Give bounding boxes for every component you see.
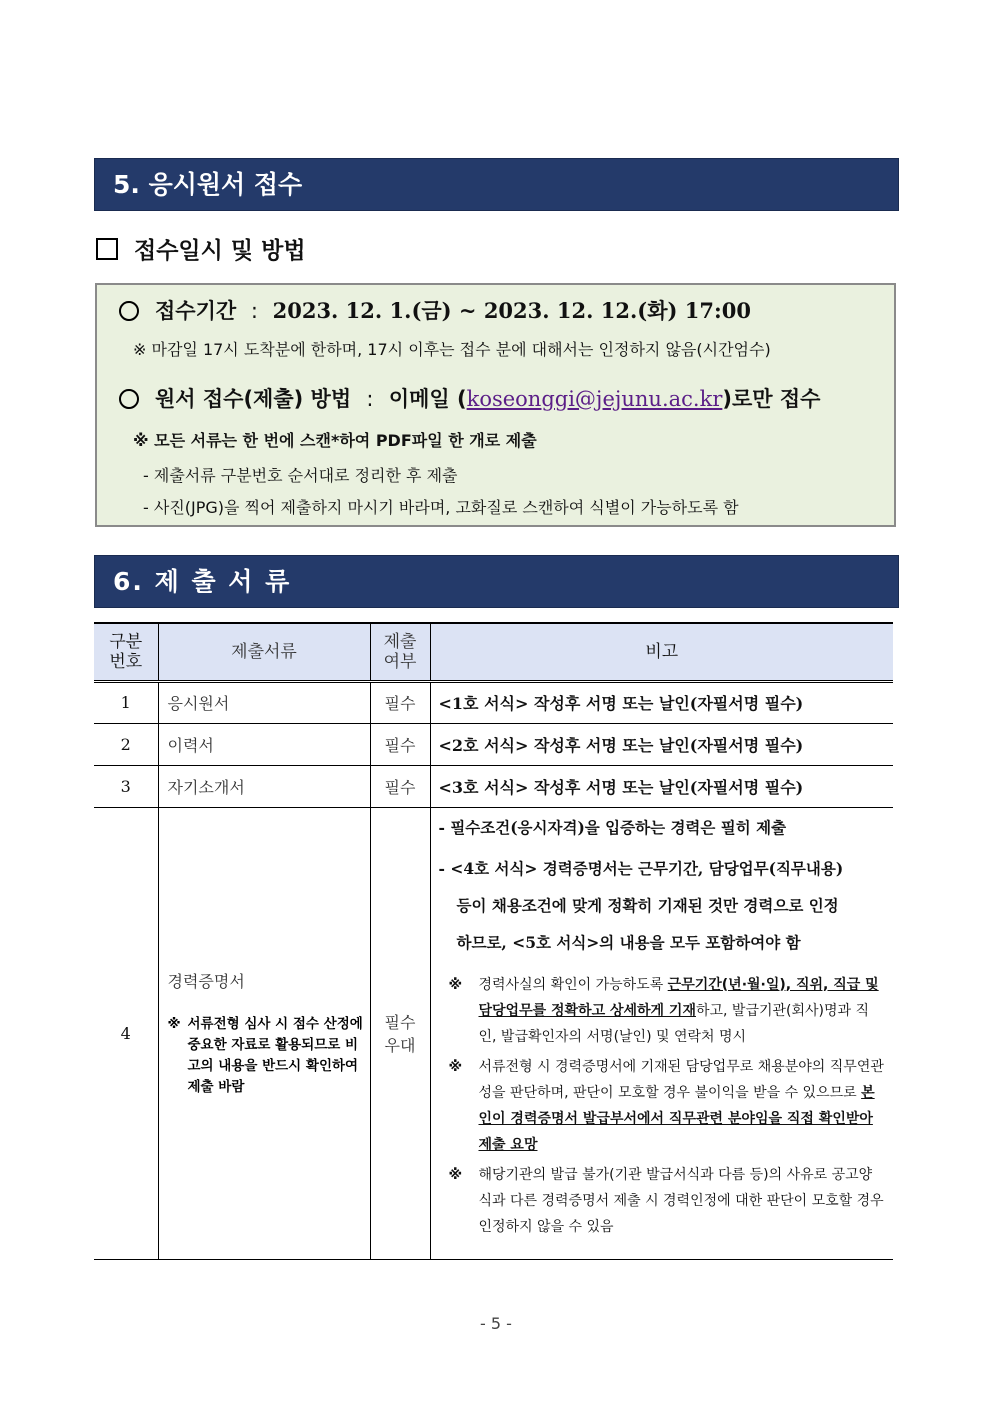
bullet-2: - 사진(JPG)을 찍어 제출하지 마시기 바라며, 고화질로 스캔하여 식별이 가능하도록 함: [143, 498, 739, 517]
page-number: - 5 -: [480, 1314, 512, 1333]
row-no: 3: [94, 765, 158, 807]
documents-table: [94, 622, 893, 1260]
reception-period-note: ※ 마감일 17시 도착분에 한하며, 17시 이후는 접수 분에 대해서는 인정하지 않음(시간엄수): [133, 340, 771, 359]
header-req: 제출 여부: [370, 623, 430, 681]
row-no: 2: [94, 723, 158, 765]
row-no: 4: [94, 807, 158, 1259]
note-line: - 필수조건(응시자격)을 입증하는 경력은 필히 제출: [438, 817, 787, 837]
note-line: - <4호 서식> 경력증명서는 근무기간, 담당업무(직무내용): [438, 858, 844, 878]
checkbox-square-icon: [96, 238, 118, 260]
section-6-header: [94, 555, 899, 608]
row-req: 필수: [370, 723, 430, 765]
header-note: 비고: [430, 623, 893, 681]
section-5-title: 5. 응시원서 접수: [113, 170, 303, 199]
reception-method: 원서 접수(제출) 방법 : 이메일 (koseonggi@jejunu.ac.kr)로만 접수: [119, 383, 820, 413]
star-note: ※ 경력사실의 확인이 가능하도록 근무기간(년·월·일), 직위, 직급 및 담당업무를 정확하고 상세하게 기재하고, 발급기관(회사)명과 직인, 발급확인자의 서명(날인) 및 연락처 명시: [448, 976, 879, 1045]
note-line: 등이 채용조건에 맞게 정확히 기재된 것만 경력으로 인정: [456, 895, 839, 915]
row-req: 필수: [370, 765, 430, 807]
circle-bullet-icon: [119, 389, 139, 409]
row-no: 1: [94, 681, 158, 723]
row-doc: 응시원서: [158, 681, 370, 723]
row-note: [430, 807, 893, 1259]
subheading: [96, 232, 306, 265]
row-doc-note: ※ 서류전형 심사 시 점수 산정에 중요한 자료로 활용되므로 비고의 내용을 반드시 확인하여 제출 바람: [167, 1015, 363, 1095]
bullet-1: - 제출서류 구분번호 순서대로 정리한 후 제출: [143, 466, 458, 485]
row-doc: 자기소개서: [158, 765, 370, 807]
row-note: <2호 서식> 작성후 서명 또는 날인(자필서명 필수): [430, 723, 893, 765]
row-doc-name: 경력증명서: [167, 971, 245, 991]
email-link[interactable]: koseonggi@jejunu.ac.kr: [466, 387, 723, 411]
section-6-title: 6. 제 출 서 류: [113, 567, 292, 596]
header-no: 구분 번호: [94, 623, 158, 681]
table-row: [94, 807, 893, 1259]
table-row: [94, 681, 893, 723]
table-header-row: [94, 623, 893, 681]
reception-info-box: [95, 283, 896, 527]
table-row: [94, 723, 893, 765]
header-doc: 제출서류: [158, 623, 370, 681]
note-line: 하므로, <5호 서식>의 내용을 모두 포함하여야 함: [456, 932, 801, 952]
circle-bullet-icon: [119, 301, 139, 321]
row-doc: [158, 807, 370, 1259]
row-req: 필수: [370, 681, 430, 723]
section-5-header: [94, 158, 899, 211]
row-req: 필수 우대: [370, 807, 430, 1259]
row-note: <1호 서식> 작성후 서명 또는 날인(자필서명 필수): [430, 681, 893, 723]
row-note: <3호 서식> 작성후 서명 또는 날인(자필서명 필수): [430, 765, 893, 807]
table-row: [94, 765, 893, 807]
subheading-label: 접수일시 및 방법: [134, 238, 306, 264]
star-note: ※ 해당기관의 발급 불가(기관 발급서식과 다름 등)의 사유로 공고양식과 다른 경력증명서 제출 시 경력인정에 대한 판단이 모호할 경우 인정하지 않을 수 있음: [448, 1166, 884, 1235]
scan-note: ※ 모든 서류는 한 번에 스캔*하여 PDF파일 한 개로 제출: [133, 431, 537, 450]
reception-period-value: 2023. 12. 1.(금) ~ 2023. 12. 12.(화) 17:00: [272, 298, 751, 323]
row-doc: 이력서: [158, 723, 370, 765]
star-note: ※ 서류전형 시 경력증명서에 기재된 담당업무로 채용분야의 직무연관성을 판단하며, 판단이 모호할 경우 불이익을 받을 수 있으므로 본인이 경력증명서 발급부서에서 직무관련 분야임을 직접 확인받아 제출 요망: [448, 1058, 884, 1153]
reception-period: 접수기간 : 2023. 12. 1.(금) ~ 2023. 12. 12.(화) 17:00: [119, 295, 751, 325]
